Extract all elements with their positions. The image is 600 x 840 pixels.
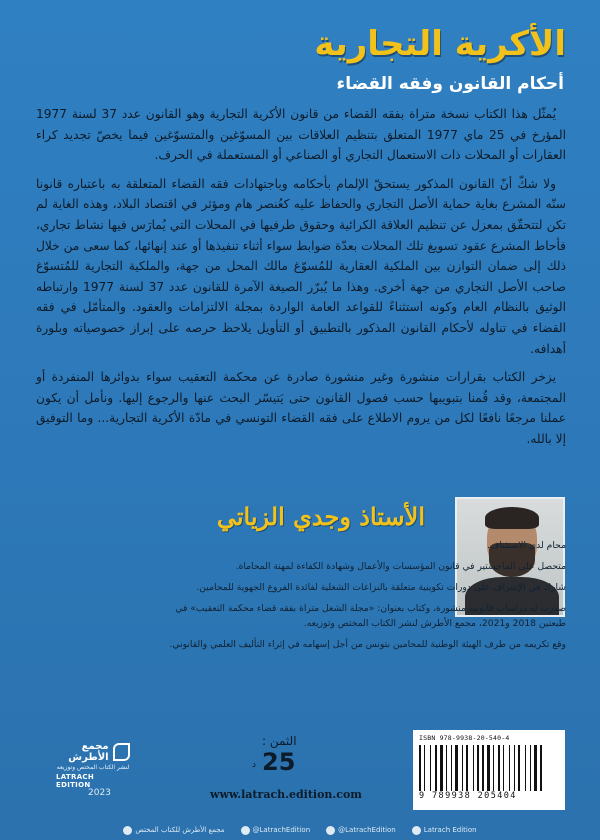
barcode-bar — [453, 745, 454, 791]
barcode-bar — [495, 745, 497, 791]
barcode-bar — [525, 745, 526, 791]
bio-line: متحصل على الماجستير في قانون المؤسسات والأعمال وشهادة الكفاءة لمهنة المحاماة. — [235, 561, 566, 572]
description-paragraph: يُمثّل هذا الكتاب نسخة متراة بفقه القضاء من قانون الأكرية التجارية وهو القانون عدد 37 لسنة 1977 المؤرخ في 25 ماي 1977 المتعلق بتنظيم العلاقات بين المسوّغين والمتسوّغين فيما يخصّ تجديد كراء العقارات أو المحلات ذات الاستعمال التجاري أو الصناعي أو المستعملة في الحرف. — [36, 107, 566, 163]
twitter-icon — [241, 826, 250, 835]
barcode-bar — [475, 745, 476, 791]
instagram-icon — [326, 826, 335, 835]
barcode-bar — [503, 745, 504, 791]
barcode-bar — [444, 745, 445, 791]
barcode-bar — [473, 745, 474, 791]
barcode-bar — [482, 745, 484, 791]
barcode-bar — [446, 745, 447, 791]
barcode-bar — [438, 745, 439, 791]
description-paragraph: ولا شكّ أنّ القانون المذكور يستحقّ الإلمام بأحكامه وباجتهادات فقه القضاء المتعلقة به باعتباره قانونا سنّه المشرع بغاية حماية الأصل التجاري والحفاظ عليه كعُنصر هام ومؤثر في اقتصاد البلاد، وهذه الغاية لم تكن لتتحقّق بمعزل عن تنظيم العلاقة الكرائية وحقوق طرفيها في المحلات التي يُمارَس فيها نشاط تجاري، فأحاط المشرع عقود تسويغ تلك المحلات بعدّة ضوابط سواء أثناء تنفيذها أو عند إنهائها، كما سعى من خلال ذلك إلى ضمان التوازن بين الملكية العقارية للمُسوّغ مالك المحل من جهة، والملكية التجارية للمُتسوّغ صاحب الأصل التجاري من جهة أخرى. وهذا ما يُبرّر الصيغة الآمرة للقانون عدد 37 لسنة 1977 وارتباطه الوثيق بالنظام العام وكونه استثناءً للقواعد العامة الواردة بمجلة الالتزامات والعقود. والمتأمّل في فقه القضاء في تناوله لأحكام القانون المذكور بالتطبيق أو التأويل يلاحظ حرصه على إبراز خصوصياته وبلورة أهدافه. — [36, 176, 566, 356]
barcode-digits: 9 789938 205404 — [419, 791, 517, 801]
barcode-bar — [491, 745, 492, 791]
barcode-bar — [455, 745, 458, 791]
barcode — [413, 730, 565, 810]
barcode-bar — [451, 745, 452, 791]
publisher-logo — [56, 741, 130, 787]
bio-line: صدرت له دراسات قانونية منشورة، وكتاب بعنوان: «مجلة الشغل متراة بفقه قضاء محكمة التعقيب» في طبعتين 2018 و2021، مجمع الأطرش لنشر الكتاب المختص وتوزيعه. — [175, 603, 566, 629]
barcode-bar — [477, 745, 479, 791]
barcode-bar — [521, 745, 524, 791]
barcode-bars — [419, 745, 559, 795]
barcode-bar — [426, 745, 429, 791]
barcode-bar — [518, 745, 520, 791]
barcode-bar — [435, 745, 437, 791]
barcode-bar — [527, 745, 529, 791]
description-paragraph: يزخر الكتاب بقرارات منشورة وغير منشورة صادرة عن محكمة التعقيب سواء بدوائرها المنفردة أو المجتمعة، وقد قُمنا بتبويبها حسب فصول القانون حتى يَتيسّر البحث عنها والرجوع إليها. ونأمل أن يكون عملنا مرجعًا نافعًا لكل من يروم الاطلاع على فقه القضاء التونسي في مادّة الأكرية التجارية... وما التوفيق إلا بالله. — [36, 370, 566, 446]
barcode-bar — [462, 745, 463, 791]
barcode-bar — [487, 745, 490, 791]
barcode-bar — [469, 745, 472, 791]
publisher-name-en: LATRACH EDITION — [56, 773, 95, 789]
linkedin-icon — [412, 826, 421, 835]
barcode-bar — [430, 745, 431, 791]
barcode-bar — [440, 745, 443, 791]
barcode-bar — [459, 745, 461, 791]
isbn-text: ISBN 978-9938-20-540-4 — [419, 734, 510, 742]
publisher-name-ar: مجمع الأطرش — [68, 741, 109, 763]
social-label: مجمع الأطرش للكتاب المختص — [135, 826, 225, 834]
book-description — [36, 104, 566, 458]
barcode-bar — [422, 745, 423, 791]
social-label: @LatrachEdition — [252, 826, 311, 834]
barcode-bar — [424, 745, 425, 791]
price-value: 25 — [262, 748, 296, 776]
author-name: الأستاذ وجدي الزياتي — [216, 502, 425, 531]
barcode-bar — [532, 745, 533, 791]
barcode-bar — [530, 745, 531, 791]
barcode-bar — [419, 745, 421, 791]
barcode-bar — [540, 745, 542, 791]
barcode-bar — [498, 745, 500, 791]
book-subtitle: أحكام القانون وفقه القضاء — [336, 74, 564, 94]
barcode-bar — [466, 745, 468, 791]
barcode-bar — [485, 745, 486, 791]
facebook-icon — [123, 826, 132, 835]
publication-year: 2023 — [88, 788, 111, 798]
barcode-bar — [511, 745, 513, 791]
publisher-tagline: لنشر الكتاب المختص وتوزيعه — [56, 764, 130, 771]
social-links — [0, 820, 600, 840]
barcode-bar — [448, 745, 450, 791]
price-label: الثمن : — [262, 734, 297, 748]
social-label: Latrach Edition — [423, 826, 477, 834]
barcode-bar — [538, 745, 539, 791]
barcode-bar — [464, 745, 465, 791]
social-instagram[interactable] — [326, 826, 396, 835]
bio-line: شارك في الإشراف على دورات تكوينية متعلقة بالنزاعات الشغلية لفائدة الفروع الجهوية للمحامين. — [196, 582, 566, 593]
publisher-website[interactable]: www.latrach.edition.com — [210, 788, 362, 801]
bio-line: وقع تكريمه من طرف الهيئة الوطنية للمحامين بتونس من أجل إسهامه في إثراء التأليف العلمي والقانوني. — [169, 639, 566, 650]
barcode-bar — [509, 745, 510, 791]
author-bio — [150, 538, 566, 658]
barcode-bar — [505, 745, 508, 791]
barcode-bar — [534, 745, 537, 791]
social-label: @LatrachEdition — [338, 826, 396, 834]
barcode-bar — [432, 745, 434, 791]
barcode-bar — [514, 745, 515, 791]
social-facebook[interactable] — [123, 826, 224, 835]
barcode-bar — [480, 745, 481, 791]
barcode-bar — [501, 745, 502, 791]
social-twitter[interactable] — [241, 826, 311, 835]
social-linkedin[interactable] — [412, 826, 477, 835]
barcode-bar — [493, 745, 494, 791]
price-currency: د — [252, 760, 257, 770]
bio-line: محام لدى الاستئناف. — [486, 540, 566, 551]
book-title: الأكرية التجارية — [314, 24, 566, 64]
book-icon — [113, 743, 130, 761]
barcode-bar — [516, 745, 517, 791]
